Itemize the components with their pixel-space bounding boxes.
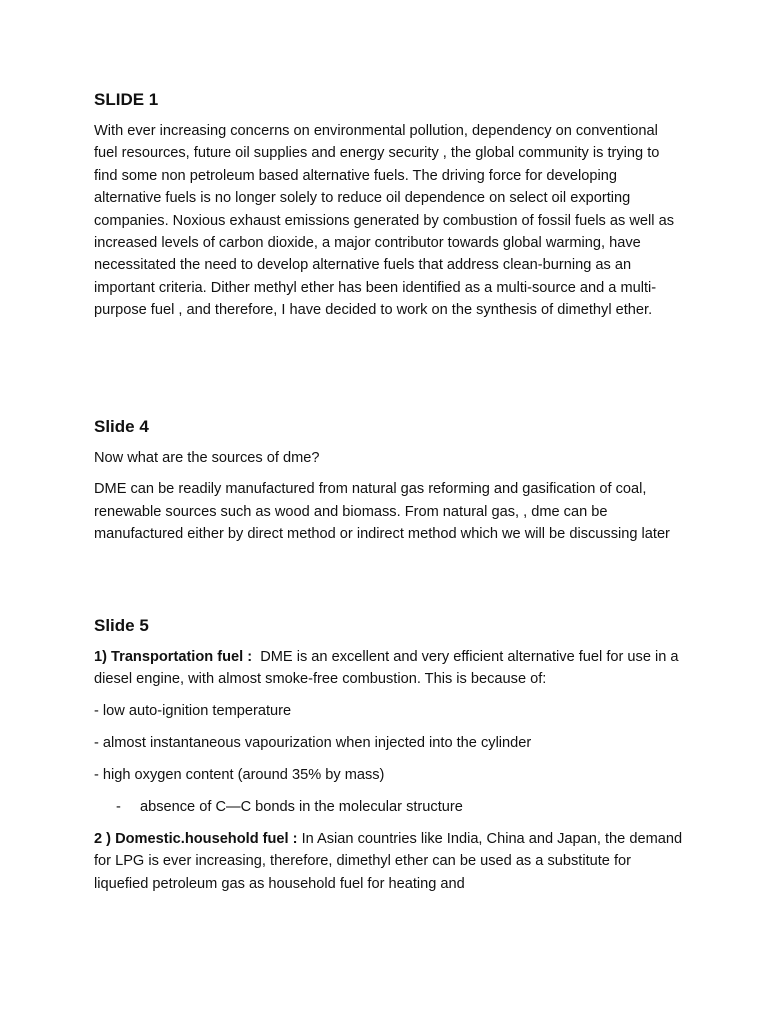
- slide-4-body: DME can be readily manufactured from natural gas reforming and gasification of coal, renewable sources such as wood and biomass. From natural gas, , dme can be manufactured either by direct method or indirect method which we will be discussing later: [94, 481, 670, 543]
- transportation-fuel-label: 1) Transportation fuel :: [94, 649, 253, 665]
- reason-dash: -: [116, 798, 121, 815]
- slide-5-section: [94, 614, 687, 904]
- transportation-fuel-item: [94, 646, 684, 691]
- document-page: [94, 88, 687, 892]
- slide-4-question: Now what are the sources of dme?: [94, 450, 320, 466]
- slide-4-section: [94, 415, 684, 555]
- slide-1-body: With ever increasing concerns on environmental pollution, dependency on conventional fuel resources, future oil supplies and energy security , the global community is trying to find some non petroleum based alternative fuels. The driving force for developing alternative fuels is no longer solely to reduce oil dependence on select oil exporting companies. Noxious exhaust emissions generated by combustion of fossil fuels as well as increased levels of carbon dioxide, a major contributor towards global warming, have necessitated the need to develop alternative fuels that address clean-burning as an important criteria. Dither methyl ether has been identified as a multi-source and a multi-purpose fuel , and therefore, I have decided to work on the synthesis of dimethyl ether.: [94, 123, 674, 319]
- reason-vapourization: - almost instantaneous vapourization when injected into the cylinder: [94, 734, 532, 751]
- transportation-fuel-text: DME is an excellent and very efficient alternative fuel for use in a diesel engine, with almost smoke-free combustion. This is because of:: [94, 649, 683, 688]
- slide-1-section: [94, 88, 684, 322]
- reason-no-cc-bonds-text: absence of C—C bonds in the molecular structure: [140, 798, 463, 815]
- reason-oxygen-content: - high oxygen content (around 35% by mass): [94, 766, 385, 783]
- household-fuel-text: In Asian countries like India, China and Japan, the demand for LPG is ever increasing, therefore, dimethyl ether can be used as a substitute for liquefied petroleum gas as household fuel for heating and: [94, 830, 687, 892]
- slide-5-heading: Slide 5: [94, 616, 149, 635]
- slide-4-heading: Slide 4: [94, 417, 149, 436]
- household-fuel-label: 2 ) Domestic.household fuel :: [94, 830, 298, 847]
- slide-1-heading: SLIDE 1: [94, 90, 159, 109]
- reason-auto-ignition: - low auto-ignition temperature: [94, 702, 292, 719]
- reason-no-cc-bonds: [94, 796, 684, 818]
- household-fuel-item: [94, 828, 687, 895]
